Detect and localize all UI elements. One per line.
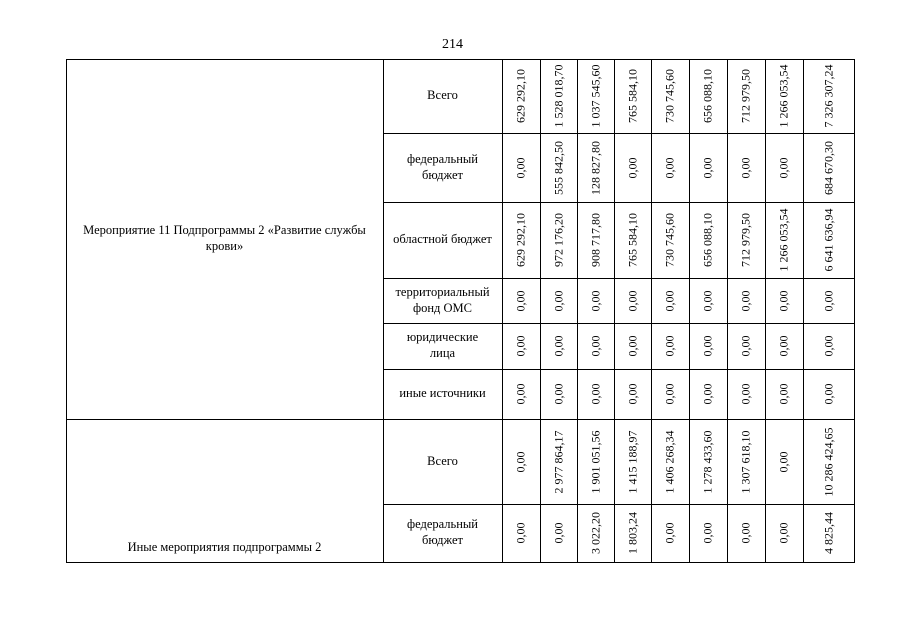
value-text: 1 266 053,54 — [776, 208, 791, 272]
funding-source: областной бюджет — [393, 232, 492, 247]
value-cell — [689, 202, 727, 278]
value-text: 0,00 — [776, 451, 791, 472]
value-cell — [540, 369, 577, 419]
value-cell — [651, 419, 689, 504]
value-cell — [803, 323, 854, 369]
value-text: 0,00 — [662, 335, 677, 357]
value-cell — [803, 419, 854, 504]
value-text: 0,00 — [551, 335, 565, 357]
value-cell — [727, 59, 765, 133]
value-text: 4 825,44 — [821, 512, 835, 554]
value-text: 128 827,80 — [588, 140, 602, 195]
value-text: 0,00 — [700, 522, 715, 544]
value-text: 629 292,10 — [513, 213, 528, 267]
value-text: 765 584,10 — [625, 213, 639, 267]
value-cell — [502, 419, 540, 504]
value-text: 0,00 — [738, 157, 753, 178]
value-cell — [689, 369, 727, 419]
value-text: 2 977 864,17 — [551, 430, 565, 493]
value-text: 0,00 — [625, 157, 639, 178]
value-cell — [540, 202, 577, 278]
value-cell — [651, 59, 689, 133]
value-text: 1 406 268,34 — [662, 430, 677, 493]
value-text: 6 641 636,94 — [821, 208, 835, 272]
value-cell — [502, 504, 540, 562]
value-cell — [614, 504, 651, 562]
value-text: 0,00 — [625, 335, 639, 357]
value-cell — [540, 278, 577, 323]
value-cell — [765, 323, 803, 369]
value-cell — [502, 369, 540, 419]
value-cell — [803, 369, 854, 419]
value-text: 0,00 — [821, 335, 835, 357]
value-cell — [502, 323, 540, 369]
value-cell — [614, 323, 651, 369]
value-cell — [614, 419, 651, 504]
value-text: 1 528 018,70 — [551, 64, 565, 128]
value-text: 0,00 — [513, 335, 528, 357]
value-text: 0,00 — [625, 290, 639, 311]
value-text: 0,00 — [776, 522, 791, 544]
value-cell — [727, 369, 765, 419]
value-text: 1 037 545,60 — [588, 64, 602, 128]
value-cell — [577, 419, 614, 504]
value-text: 0,00 — [625, 383, 639, 405]
value-cell — [540, 133, 577, 202]
value-text: 765 584,10 — [625, 69, 639, 123]
value-text: 0,00 — [776, 383, 791, 405]
value-text: 684 670,30 — [821, 140, 835, 195]
value-cell — [540, 59, 577, 133]
value-cell — [502, 59, 540, 133]
value-text: 656 088,10 — [700, 69, 715, 123]
value-text: 0,00 — [821, 383, 835, 405]
value-text: 10 286 424,65 — [821, 427, 835, 496]
value-text: 0,00 — [662, 290, 677, 311]
value-cell — [765, 504, 803, 562]
page-number: 214 — [442, 37, 463, 52]
value-cell — [689, 133, 727, 202]
funding-source: Всего — [427, 88, 458, 103]
value-text: 1 266 053,54 — [776, 64, 791, 128]
table-rule — [383, 59, 384, 563]
value-text: 0,00 — [551, 290, 565, 311]
value-text: 0,00 — [513, 451, 528, 472]
value-text: 730 745,60 — [662, 69, 677, 123]
activity-name: Мероприятие 11 Подпрограммы 2 «Развитие службы крови» — [83, 223, 366, 253]
value-text: 555 842,50 — [551, 140, 565, 195]
value-text: 0,00 — [513, 157, 528, 178]
value-cell — [803, 59, 854, 133]
value-cell — [651, 278, 689, 323]
value-text: 0,00 — [662, 157, 677, 178]
value-text: 0,00 — [738, 383, 753, 405]
value-cell — [803, 202, 854, 278]
value-text: 0,00 — [700, 335, 715, 357]
value-cell — [577, 133, 614, 202]
value-cell — [689, 504, 727, 562]
value-cell — [803, 133, 854, 202]
value-text: 1 901 051,56 — [588, 430, 602, 493]
value-text: 1 803,24 — [625, 512, 639, 554]
value-cell — [614, 369, 651, 419]
value-cell — [765, 419, 803, 504]
value-cell — [614, 59, 651, 133]
value-text: 3 022,20 — [588, 512, 602, 554]
value-cell — [614, 278, 651, 323]
value-cell — [577, 202, 614, 278]
value-cell — [651, 202, 689, 278]
value-text: 0,00 — [513, 383, 528, 405]
value-cell — [689, 278, 727, 323]
value-cell — [803, 278, 854, 323]
value-cell — [651, 133, 689, 202]
value-text: 0,00 — [662, 383, 677, 405]
value-text: 908 717,80 — [588, 213, 602, 267]
value-cell — [577, 59, 614, 133]
value-cell — [765, 59, 803, 133]
value-text: 0,00 — [776, 157, 791, 178]
value-text: 0,00 — [738, 335, 753, 357]
value-text: 656 088,10 — [700, 213, 715, 267]
value-text: 0,00 — [738, 522, 753, 544]
value-text: 712 979,50 — [738, 213, 753, 267]
value-cell — [727, 323, 765, 369]
value-text: 0,00 — [513, 522, 528, 544]
value-cell — [727, 504, 765, 562]
value-cell — [614, 133, 651, 202]
funding-source: федеральный бюджет — [406, 517, 478, 547]
value-cell — [502, 133, 540, 202]
funding-source: юридические лица — [406, 330, 479, 360]
value-text: 0,00 — [551, 383, 565, 405]
value-cell — [502, 202, 540, 278]
value-cell — [651, 369, 689, 419]
value-cell — [727, 419, 765, 504]
value-cell — [727, 133, 765, 202]
value-cell — [765, 133, 803, 202]
value-text: 0,00 — [700, 157, 715, 178]
value-cell — [727, 202, 765, 278]
value-text: 730 745,60 — [662, 213, 677, 267]
value-cell — [689, 323, 727, 369]
value-text: 0,00 — [700, 290, 715, 311]
value-text: 0,00 — [588, 290, 602, 311]
value-cell — [502, 278, 540, 323]
value-text: 0,00 — [700, 383, 715, 405]
value-text: 0,00 — [662, 522, 677, 544]
value-cell — [614, 202, 651, 278]
funding-source: федеральный бюджет — [406, 151, 478, 182]
funding-source: иные источники — [399, 386, 486, 401]
value-text: 1 415 188,97 — [625, 430, 639, 493]
value-text: 7 326 307,24 — [821, 64, 835, 128]
funding-source: территориальный фонд ОМС — [395, 284, 490, 315]
table-rule — [66, 562, 855, 563]
value-cell — [803, 504, 854, 562]
value-cell — [765, 278, 803, 323]
table-rule — [854, 59, 855, 563]
value-text: 0,00 — [776, 290, 791, 311]
value-text: 0,00 — [776, 335, 791, 357]
value-text: 0,00 — [588, 383, 602, 405]
value-text: 629 292,10 — [513, 69, 528, 123]
value-cell — [765, 369, 803, 419]
value-text: 712 979,50 — [738, 69, 753, 123]
value-cell — [727, 278, 765, 323]
value-cell — [651, 323, 689, 369]
value-cell — [577, 504, 614, 562]
value-cell — [765, 202, 803, 278]
value-text: 1 307 618,10 — [738, 430, 753, 493]
value-cell — [540, 323, 577, 369]
value-cell — [577, 278, 614, 323]
value-cell — [689, 59, 727, 133]
value-cell — [540, 419, 577, 504]
value-cell — [577, 323, 614, 369]
activity-name: Иные мероприятия подпрограммы 2 — [127, 540, 322, 555]
value-cell — [651, 504, 689, 562]
value-text: 1 278 433,60 — [700, 430, 715, 493]
value-cell — [577, 369, 614, 419]
value-cell — [689, 419, 727, 504]
value-cell — [540, 504, 577, 562]
value-text: 0,00 — [738, 290, 753, 311]
value-text: 0,00 — [513, 290, 528, 311]
value-text: 0,00 — [551, 522, 565, 544]
value-text: 972 176,20 — [551, 213, 565, 267]
value-text: 0,00 — [588, 335, 602, 357]
funding-source: Всего — [427, 453, 458, 468]
value-text: 0,00 — [821, 290, 835, 311]
